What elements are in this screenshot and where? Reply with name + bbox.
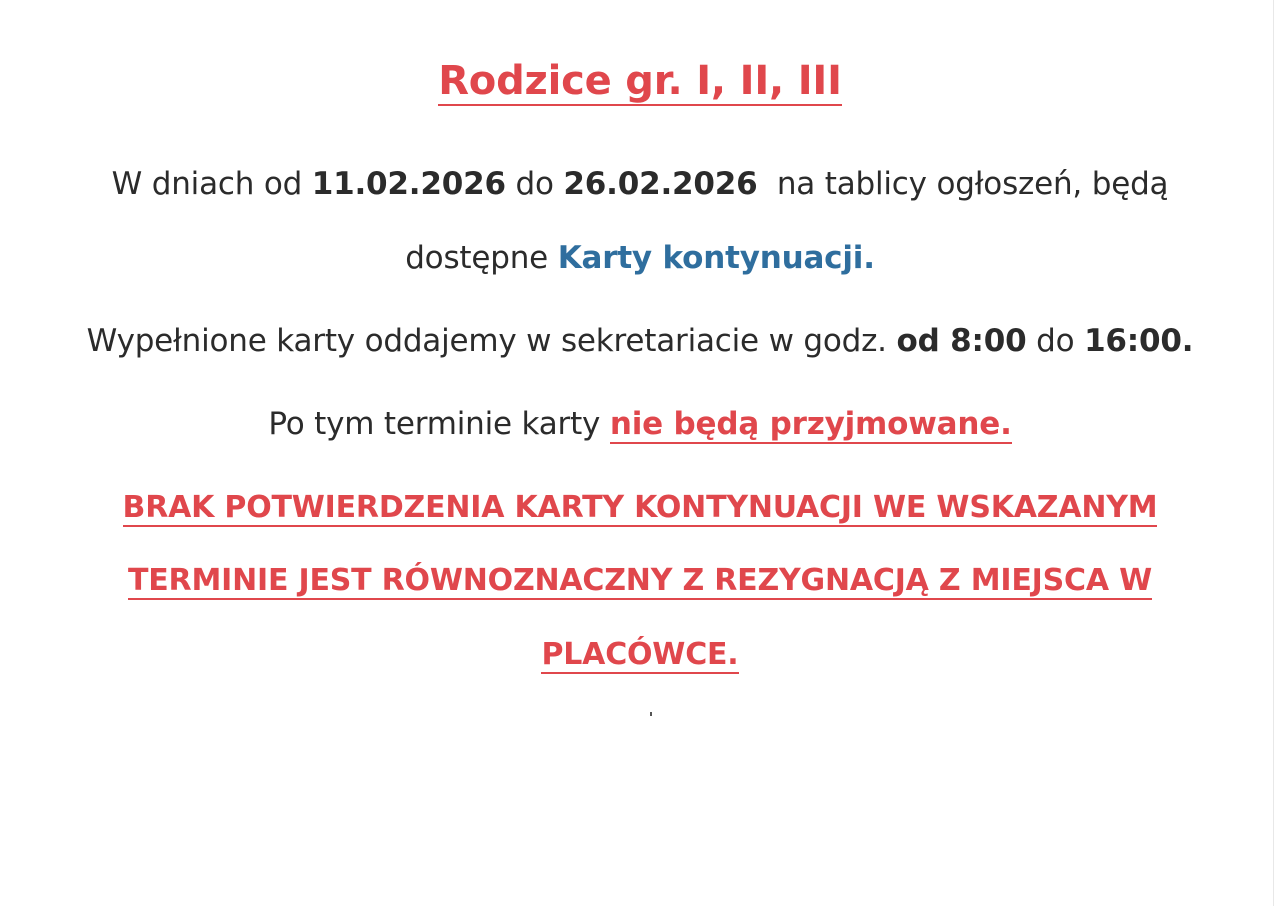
dates-text-c: na tablicy ogłoszeń, będą [757, 166, 1169, 202]
warning-line-1 [0, 490, 1280, 525]
warning-line-2 [0, 563, 1280, 598]
hours-text-a: Wypełnione karty oddajemy w sekretariacie w godz. [86, 323, 897, 359]
date-from: 11.02.2026 [311, 166, 506, 202]
dates-paragraph-line-2 [0, 240, 1280, 276]
dates-paragraph-line-1 [0, 166, 1280, 202]
scan-edge-line [1273, 0, 1274, 906]
hours-to: 16:00. [1084, 323, 1194, 359]
deadline-text: Po tym terminie karty [268, 406, 610, 442]
warning-text-2: TERMINIE JEST RÓWNOZNACZNY Z REZYGNACJĄ Z MIEJSCA W [128, 563, 1152, 598]
date-to: 26.02.2026 [563, 166, 758, 202]
notice-title-text: Rodzice gr. I, II, III [438, 58, 842, 104]
dates-text-b: do [505, 166, 564, 202]
available-text: dostępne [405, 240, 558, 276]
warning-text-3: PLACÓWCE. [541, 637, 739, 672]
hours-from: od 8:00 [896, 323, 1027, 359]
notice-title [0, 58, 1280, 104]
hours-text-b: do [1026, 323, 1085, 359]
warning-line-3 [0, 637, 1280, 672]
not-accepted-highlight: nie będą przyjmowane. [609, 406, 1012, 442]
deadline-paragraph [0, 406, 1280, 442]
continuation-cards-highlight: Karty kontynuacji. [557, 240, 875, 276]
scan-speck [650, 712, 652, 716]
dates-text-a: W dniach od [111, 166, 312, 202]
hours-paragraph [0, 323, 1280, 359]
warning-text-1: BRAK POTWIERDZENIA KARTY KONTYNUACJI WE WSKAZANYM [122, 490, 1158, 525]
